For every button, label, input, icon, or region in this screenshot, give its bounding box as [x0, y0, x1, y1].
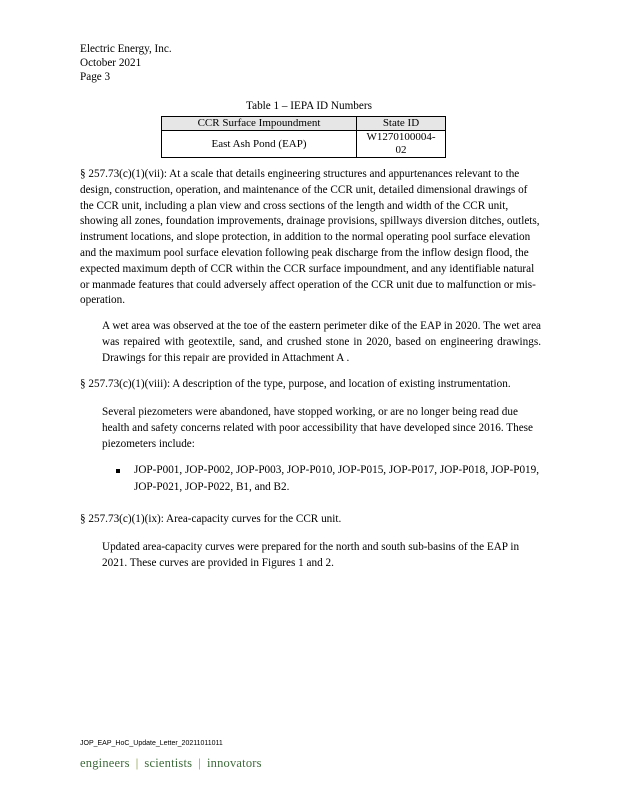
table-cell: W1270100004-02: [357, 131, 446, 158]
bullet-icon: [116, 469, 120, 473]
tagline-word: innovators: [206, 756, 262, 770]
list-item: [102, 462, 541, 496]
table-caption: Table 1 – IEPA ID Numbers: [246, 100, 372, 112]
table-row: [162, 131, 446, 158]
list-item-text: JOP-P001, JOP-P002, JOP-P003, JOP-P010, JOP-P015, JOP-P017, JOP-P018, JOP-P019, JOP-P021, JOP-P022, B1, and B2.: [134, 464, 540, 493]
column-header: State ID: [357, 117, 446, 131]
table-cell: East Ash Pond (EAP): [162, 131, 357, 158]
section-viii-heading: § 257.73(c)(1)(viii): A description of the type, purpose, and location of existing instrumentation.: [80, 378, 511, 390]
tagline-separator: |: [198, 756, 201, 770]
section-vii-body: A wet area was observed at the toe of the eastern perimeter dike of the EAP in 2020. The wet area was repaired with geotextile, sand, and crushed stone in 2020, based on engineering drawings. Drawings for this repair are provided in Attachment A .: [102, 320, 541, 364]
document-code: JOP_EAP_HoC_Update_Letter_20211011011: [80, 740, 223, 747]
letter-date: October 2021: [80, 57, 142, 69]
section-viii-body: Several piezometers were abandoned, have stopped working, or are no longer being read due health and safety concerns related with poor accessibility that have developed since 2016. These piezometers include:: [102, 406, 533, 450]
section-ix-heading: § 257.73(c)(1)(ix): Area-capacity curves for the CCR unit.: [80, 513, 342, 525]
company-name: Electric Energy, Inc.: [80, 43, 172, 55]
letter-header: [80, 42, 172, 84]
tagline-separator: |: [135, 756, 139, 770]
piezometer-list: [102, 462, 541, 496]
iepa-id-table: [161, 116, 446, 158]
section-ix-body: Updated area-capacity curves were prepared for the north and south sub-basins of the EAP in 2021. These curves are provided in Figures 1 and 2.: [102, 541, 520, 569]
tagline-word: engineers: [80, 756, 130, 770]
page-number: Page 3: [80, 71, 111, 83]
tagline-word: scientists: [144, 756, 193, 770]
section-vii-heading: § 257.73(c)(1)(vii): At a scale that details engineering structures and appurtenances relevant to the design, construction, operation, and maintenance of the CCR unit, detailed dimensional drawings of the CCR unit, including a plan view and cross sections of the length and width of the CCR unit, showing all zones, foundation improvements, drainage provisions, spillways diversion ditches, outlets, instrument locations, and slope protection, in addition to the normal operating pool surface elevation and the maximum pool surface elevation following peak discharge from the inflow design flood, the expected maximum depth of CCR within the CCR surface impoundment, and any identifiable natural or manmade features that could adversely affect operation of the CCR unit due to malfunction or mis-operation.: [80, 168, 540, 307]
table-header-row: [162, 117, 446, 131]
company-tagline: [80, 756, 262, 771]
column-header: CCR Surface Impoundment: [162, 117, 357, 131]
